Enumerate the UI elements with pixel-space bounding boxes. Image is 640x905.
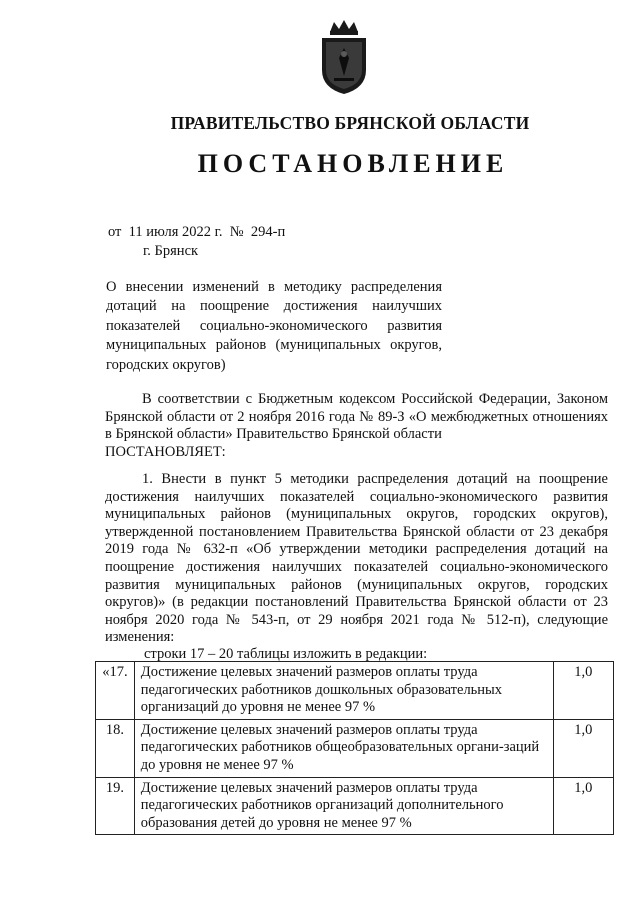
document-subject: О внесении изменений в методику распределения дотаций на поощрение достижения наилучших показателей социально-экономического развития муниципальных районов (муниципальных округов, городских округов): [106, 279, 442, 373]
document-type-title: ПОСТАНОВЛЕНИЕ: [197, 149, 509, 178]
coat-of-arms-icon: [316, 18, 372, 96]
table-row: [96, 719, 614, 777]
preamble-paragraph: [105, 391, 608, 461]
row-value: 1,0: [553, 777, 613, 835]
government-title: ПРАВИТЕЛЬСТВО БРЯНСКОЙ ОБЛАСТИ: [170, 113, 530, 133]
table-row: [96, 777, 614, 835]
item-1-paragraph: 1. Внести в пункт 5 методики распределения дотаций на поощрение достижения наилучших показателей социально-экономического развития муниципальных районов (муниципальных округов, городских округов), утвержденной постановлением Правительства Брянской области от 23 декабря 2019 года № 632-п «Об утверждении методики распределения дотаций на поощрение достижения наилучших показателей социально-экономического развития муниципальных районов (муниципальных округов, городских округов)» (в редакции постановлений Правительства Брянской области от 23 ноября 2020 года № 543-п, от 29 ноября 2021 года № 512-п), следующие изменения:: [105, 471, 608, 646]
table-intro: строки 17 – 20 таблицы изложить в редакции:: [144, 646, 428, 662]
document-date-number: от 11 июля 2022 г. № 294-п: [108, 224, 286, 240]
indicators-table: [95, 661, 614, 835]
document-city: г. Брянск: [143, 243, 199, 259]
row-value: 1,0: [553, 662, 613, 720]
row-description: Достижение целевых значений размеров оплаты труда педагогических работников общеобразовательных органи-заций до уровня не менее 97 %: [134, 719, 553, 777]
row-description: Достижение целевых значений размеров оплаты труда педагогических работников организаций дополнительного образования детей до уровня не менее 97 %: [134, 777, 553, 835]
decree-word: ПОСТАНОВЛЯЕТ:: [105, 443, 226, 460]
row-value: 1,0: [553, 719, 613, 777]
row-number: 19.: [96, 777, 135, 835]
preamble-text: В соответствии с Бюджетным кодексом Российской Федерации, Законом Брянской области от 2 ноября 2016 года № 89-З «О межбюджетных отношениях в Брянской области» Правительство Брянской области: [105, 391, 608, 443]
row-description: Достижение целевых значений размеров оплаты труда педагогических работников дошкольных образовательных организаций до уровня не менее 97 %: [134, 662, 553, 720]
table-row: [96, 662, 614, 720]
row-number: «17.: [96, 662, 135, 720]
row-number: 18.: [96, 719, 135, 777]
